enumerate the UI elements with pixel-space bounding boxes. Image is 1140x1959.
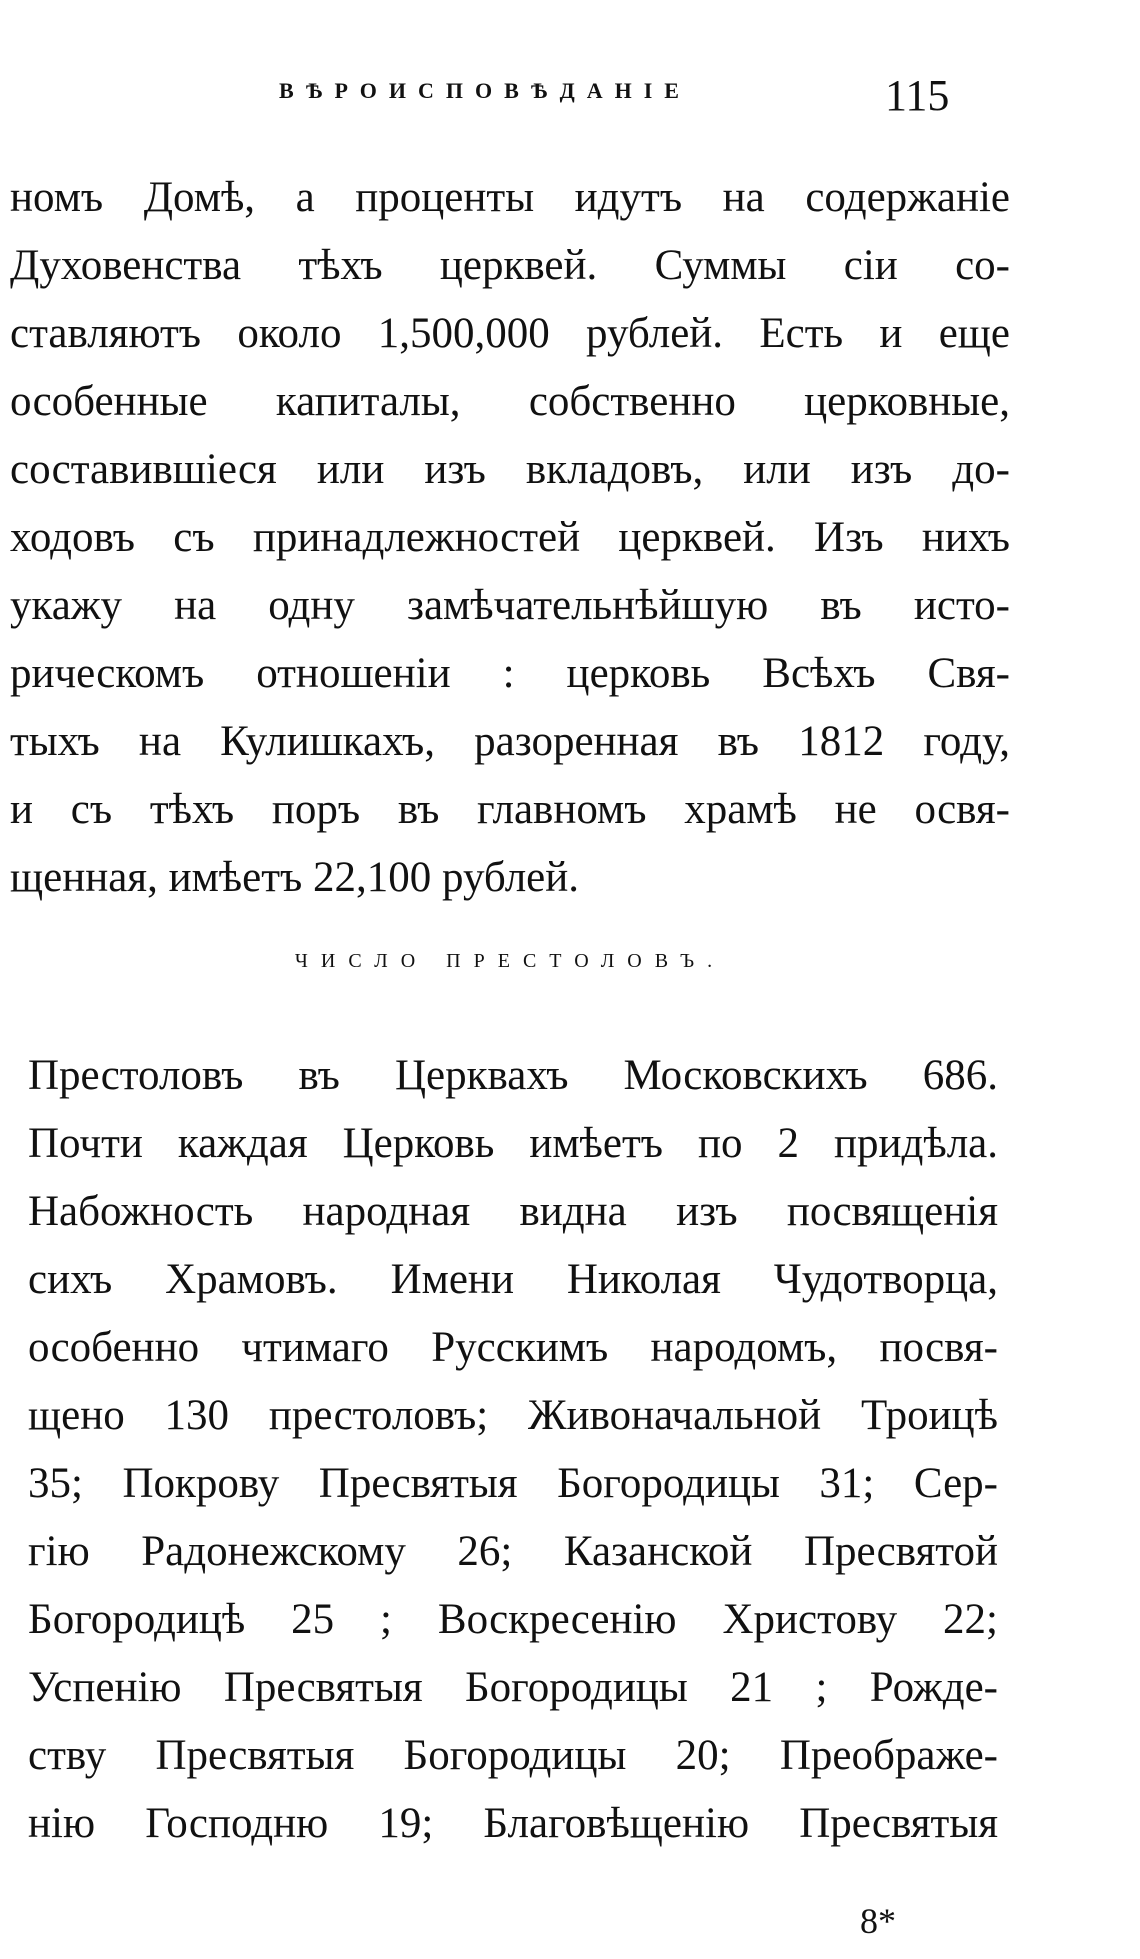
text-line: ходовъ съ принадлежностей церквей. Изъ нихъ — [10, 514, 1010, 561]
text-line: ству Пресвятыя Богородицы 20; Преображе- — [28, 1732, 998, 1779]
text-line: укажу на одну замѣчательнѣйшую въ исто- — [10, 582, 1010, 629]
text-line: щено 130 престоловъ; Живоначальной Троицѣ — [28, 1392, 998, 1439]
text-line: составившіеся или изъ вкладовъ, или изъ до- — [10, 446, 1010, 493]
running-head-title: ВѢРОИСПОВѢДАНІЕ — [279, 78, 691, 103]
paragraph-altars — [28, 1042, 998, 1858]
text-line: номъ Домѣ, а проценты идутъ на содержаніе — [10, 174, 1010, 221]
text-line: Успенію Пресвятыя Богородицы 21 ; Рожде- — [28, 1664, 998, 1711]
page-number: 115 — [885, 71, 950, 120]
text-line: нію Господню 19; Благовѣщенію Пресвятыя — [28, 1800, 998, 1847]
text-line: тыхъ на Кулишкахъ, разоренная въ 1812 году, — [10, 718, 1010, 765]
text-line: сихъ Храмовъ. Имени Николая Чудотворца, — [28, 1256, 998, 1303]
text-line: особенные капиталы, собственно церковные, — [10, 378, 1010, 425]
text-line: Почти каждая Церковь имѣетъ по 2 придѣла. — [28, 1120, 998, 1167]
text-line: щенная, имѣетъ 22,100 рублей. — [10, 854, 579, 901]
text-line: ставляютъ около 1,500,000 рублей. Есть и еще — [10, 310, 1010, 357]
text-line: Духовенства тѣхъ церквей. Суммы сіи со- — [10, 242, 1010, 289]
section-heading: ЧИСЛО ПРЕСТОЛОВЪ. — [294, 950, 726, 972]
text-line: Набожность народная видна изъ посвященія — [28, 1188, 998, 1235]
text-line: Богородицѣ 25 ; Воскресенію Христову 22; — [28, 1596, 998, 1643]
text-line: 35; Покрову Пресвятыя Богородицы 31; Сер- — [28, 1460, 998, 1507]
text-line: особенно чтимаго Русскимъ народомъ, посвя- — [28, 1324, 998, 1371]
signature-mark: 8* — [860, 1901, 896, 1941]
text-line: Престоловъ въ Церквахъ Московскихъ 686. — [28, 1052, 998, 1099]
text-line: гію Радонежскому 26; Казанской Пресвятой — [28, 1528, 998, 1575]
paragraph-capitals — [10, 164, 1010, 912]
text-line: и съ тѣхъ поръ въ главномъ храмѣ не освя- — [10, 786, 1010, 833]
text-line: рическомъ отношеніи : церковь Всѣхъ Свя- — [10, 650, 1010, 697]
